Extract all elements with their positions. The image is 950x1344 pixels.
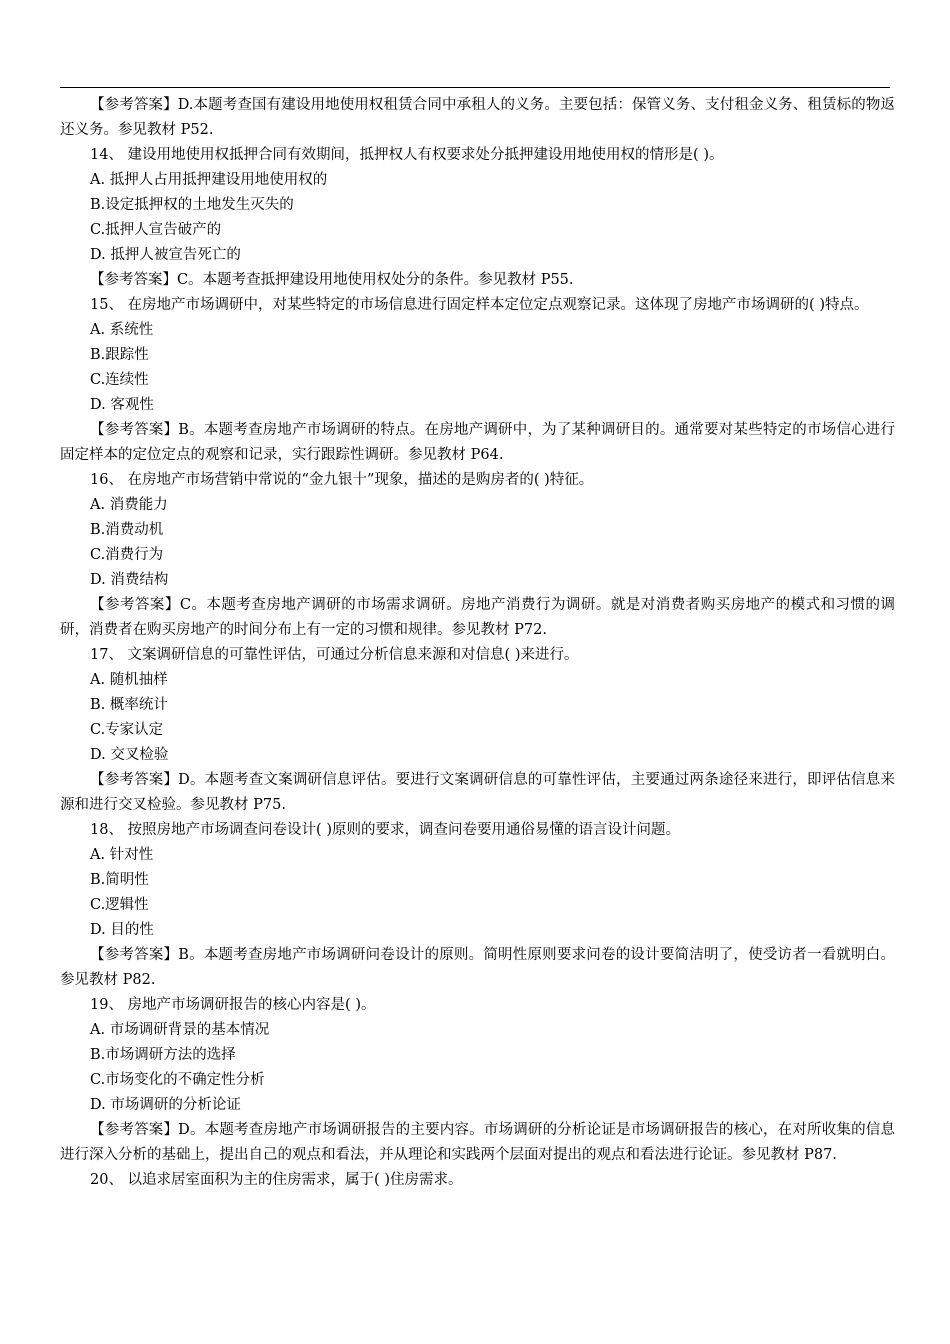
answer-option: A. 随机抽样 (90, 672, 168, 688)
paragraph: 【参考答案】B。本题考查房地产市场调研问卷设计的原则。简明性原则要求问卷的设计要简洁明了，使受访者一看就明白。参见教材 P82. (60, 947, 895, 988)
answer-option: A. 针对性 (90, 847, 154, 863)
answer-option: C.连续性 (90, 372, 149, 388)
paragraph: 20、 以追求居室面积为主的住房需求，属于( )住房需求。 (90, 1172, 463, 1188)
answer-option: D. 客观性 (90, 397, 154, 413)
answer-option: D. 抵押人被宣告死亡的 (90, 247, 241, 263)
answer-option: B.市场调研方法的选择 (90, 1047, 236, 1063)
document-body (60, 93, 895, 1193)
answer-option: B.简明性 (90, 872, 149, 888)
answer-option: A. 系统性 (90, 322, 154, 338)
answer-option: B.消费动机 (90, 522, 164, 538)
header-rule (60, 87, 890, 88)
answer-option: C.逻辑性 (90, 897, 149, 913)
answer-option: C.市场变化的不确定性分析 (90, 1072, 265, 1088)
paragraph: 【参考答案】C。本题考查房地产调研的市场需求调研。房地产消费行为调研。就是对消费者购买房地产的模式和习惯的调研，消费者在购买房地产的时间分布上有一定的习惯和规律。参见教材 P72. (60, 597, 895, 638)
answer-option: A. 市场调研背景的基本情况 (90, 1022, 270, 1038)
paragraph: 14、 建设用地使用权抵押合同有效期间，抵押权人有权要求处分抵押建设用地使用权的情形是( )。 (90, 147, 724, 163)
answer-option: A. 消费能力 (90, 497, 168, 513)
paragraph: 【参考答案】D。本题考查房地产市场调研报告的主要内容。市场调研的分析论证是市场调研报告的核心，在对所收集的信息进行深入分析的基础上，提出自己的观点和看法，并从理论和实践两个层面对提出的观点和看法进行论证。参见教材 P87. (60, 1122, 895, 1163)
answer-option: B. 概率统计 (90, 697, 168, 713)
answer-option: D. 目的性 (90, 922, 154, 938)
paragraph: 【参考答案】D.本题考查国有建设用地使用权租赁合同中承租人的义务。主要包括：保管义务、支付租金义务、租赁标的物返还义务。参见教材 P52. (60, 97, 895, 138)
answer-option: B.跟踪性 (90, 347, 149, 363)
paragraph: 18、 按照房地产市场调查问卷设计( )原则的要求，调查问卷要用通俗易懂的语言设计问题。 (90, 822, 680, 838)
answer-option: C.专家认定 (90, 722, 164, 738)
paragraph: 【参考答案】B。本题考查房地产市场调研的特点。在房地产调研中，为了某种调研目的。通常要对某些特定的市场信心进行固定样本的定位定点的观察和记录，实行跟踪性调研。参见教材 P64. (60, 422, 895, 463)
answer-option: C.消费行为 (90, 547, 164, 563)
answer-option: D. 消费结构 (90, 572, 169, 588)
answer-option: D. 交叉检验 (90, 747, 169, 763)
paragraph: 19、 房地产市场调研报告的核心内容是( )。 (90, 997, 376, 1013)
paragraph: 16、 在房地产市场营销中常说的“金九银十”现象，描述的是购房者的( )特征。 (90, 472, 594, 488)
answer-option: A. 抵押人占用抵押建设用地使用权的 (90, 172, 328, 188)
paragraph: 【参考答案】D。本题考查文案调研信息评估。要进行文案调研信息的可靠性评估，主要通过两条途径来进行，即评估信息来源和进行交叉检验。参见教材 P75. (60, 772, 895, 813)
paragraph: 17、 文案调研信息的可靠性评估，可通过分析信息来源和对信息( )来进行。 (90, 647, 579, 663)
paragraph: 15、 在房地产市场调研中，对某些特定的市场信息进行固定样本定位定点观察记录。这体现了房地产市场调研的( )特点。 (90, 297, 869, 313)
answer-option: C.抵押人宣告破产的 (90, 222, 222, 238)
answer-option: B.设定抵押权的土地发生灭失的 (90, 197, 294, 213)
paragraph: 【参考答案】C。本题考查抵押建设用地使用权处分的条件。参见教材 P55. (90, 272, 574, 288)
answer-option: D. 市场调研的分析论证 (90, 1097, 241, 1113)
